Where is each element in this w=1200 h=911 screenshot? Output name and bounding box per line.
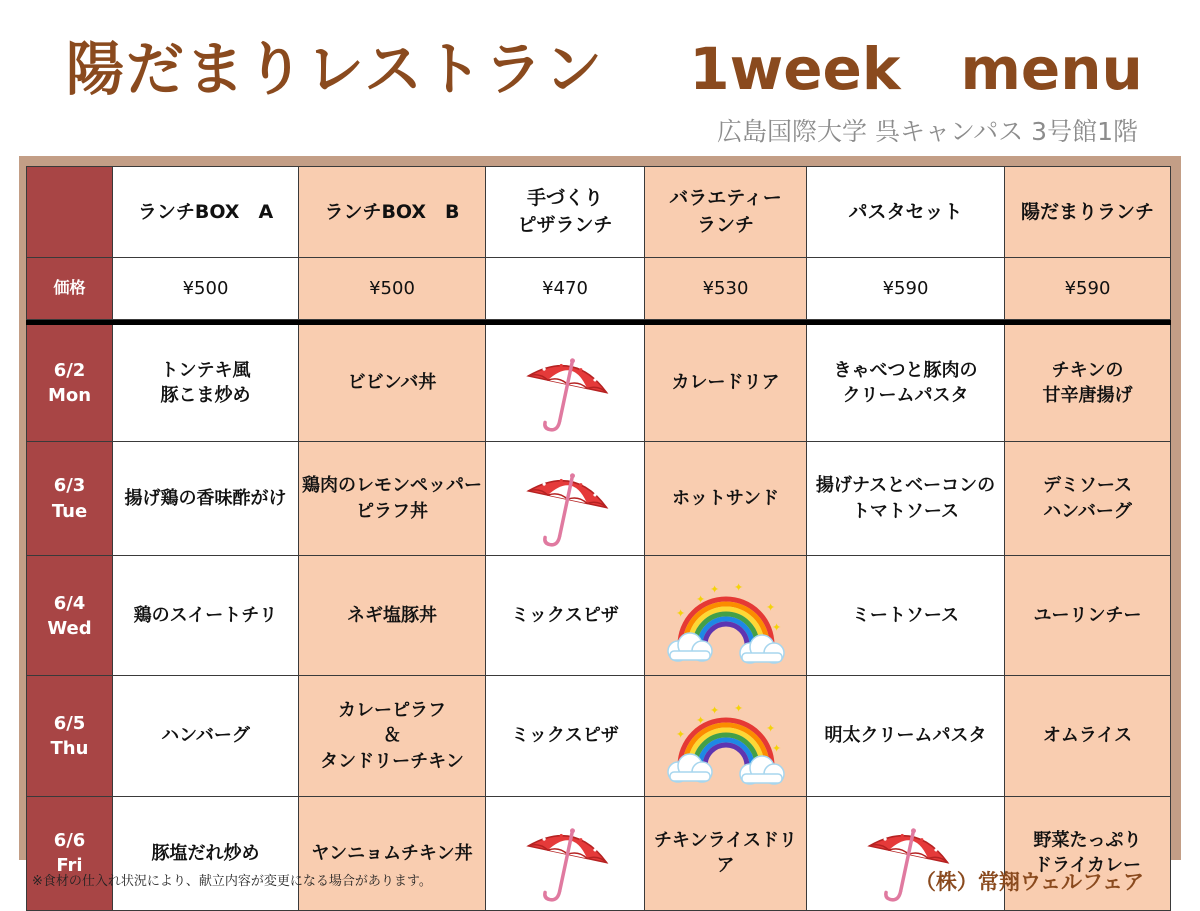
- menu-cell: [486, 442, 645, 556]
- price-cell: ¥500: [113, 258, 299, 320]
- title-restaurant-name: 陽だまりレストラン: [66, 35, 605, 103]
- menu-cell: [1005, 676, 1171, 796]
- menu-cell: [299, 442, 486, 556]
- svg-text:✦: ✦: [765, 721, 775, 735]
- menu-cell: [299, 556, 486, 676]
- menu-cell: [807, 442, 1005, 556]
- menu-item-text: 鶏肉のレモンペッパー ピラフ丼: [302, 475, 482, 522]
- price-cell: ¥470: [486, 258, 645, 320]
- day-row: [27, 442, 1171, 556]
- day-date: 6/3: [53, 475, 86, 497]
- weekly-menu-table: [26, 166, 1171, 911]
- menu-item-text: きゃべつと豚肉の クリームパスタ: [833, 359, 978, 406]
- day-date: 6/4: [53, 592, 86, 614]
- menu-cell: [299, 796, 486, 910]
- menu-item-text: 揚げナスとベーコンの トマトソース: [815, 475, 996, 522]
- svg-text:✦: ✦: [771, 741, 781, 755]
- menu-cell: [113, 325, 299, 442]
- footer-note: ※食材の仕入れ状況により、献立内容が変更になる場合があります。: [32, 874, 432, 889]
- svg-text:✦: ✦: [765, 601, 775, 615]
- day-label: [27, 325, 113, 442]
- menu-cell: [645, 556, 807, 676]
- menu-item-text: ミックスピザ: [511, 605, 619, 627]
- menu-item-text: 野菜たっぷり ドライカレー: [1033, 829, 1142, 877]
- menu-item-text: 豚塩だれ炒め: [151, 842, 260, 864]
- day-weekday: Wed: [47, 617, 92, 639]
- svg-text:✦: ✦: [771, 621, 781, 635]
- menu-cell: [113, 442, 299, 556]
- menu-item-text: ネギ塩豚丼: [347, 605, 437, 627]
- umbrella-icon: [517, 354, 613, 438]
- day-label: [27, 556, 113, 676]
- svg-text:✦: ✦: [695, 713, 705, 727]
- menu-item-text: ビビンバ丼: [347, 372, 437, 394]
- menu-cell: [299, 325, 486, 442]
- day-date: 6/5: [53, 712, 86, 734]
- menu-cell: [486, 556, 645, 676]
- price-cell: ¥500: [299, 258, 486, 320]
- location-subtitle: 広島国際大学 呉キャンパス 3号館1階: [717, 117, 1138, 146]
- day-date: 6/6: [53, 829, 86, 851]
- page-title: [66, 22, 1143, 106]
- menu-cell: [1005, 325, 1171, 442]
- day-weekday: Thu: [50, 737, 89, 759]
- menu-cell: [807, 556, 1005, 676]
- svg-text:✦: ✦: [709, 583, 719, 597]
- column-header: パスタセット: [807, 167, 1005, 258]
- menu-cell: [113, 676, 299, 796]
- menu-cell: [1005, 442, 1171, 556]
- menu-item-text: トンテキ風 豚こま炒め: [160, 359, 251, 406]
- column-header: バラエティー ランチ: [645, 167, 807, 258]
- menu-item-text: チキンライスドリア: [653, 829, 798, 877]
- price-cell: ¥530: [645, 258, 807, 320]
- menu-item-text: 揚げ鶏の香味酢がけ: [124, 488, 287, 509]
- column-header: 手づくり ピザランチ: [486, 167, 645, 258]
- svg-text:✦: ✦: [695, 593, 705, 607]
- price-row: [27, 258, 1171, 320]
- menu-item-text: ヤンニョムチキン丼: [311, 842, 473, 864]
- menu-cell: [645, 442, 807, 556]
- title-week: 1week: [689, 35, 901, 103]
- menu-cell: [645, 796, 807, 910]
- menu-cell: [299, 676, 486, 796]
- title-menu: menu: [960, 35, 1143, 103]
- rainbow-icon: [666, 704, 786, 794]
- menu-item-text: 明太クリームパスタ: [824, 725, 987, 747]
- header-row: [27, 167, 1171, 258]
- day-weekday: Fri: [56, 855, 83, 877]
- day-row: [27, 676, 1171, 796]
- menu-item-text: ハンバーグ: [161, 725, 250, 747]
- rainbow-icon: [666, 583, 786, 673]
- price-cell: ¥590: [1005, 258, 1171, 320]
- column-header: 陽だまりランチ: [1005, 167, 1171, 258]
- menu-item-text: ミックスピザ: [511, 725, 619, 747]
- menu-item-text: カレーピラフ ＆ タンドリーチキン: [320, 700, 464, 772]
- price-cell: ¥590: [807, 258, 1005, 320]
- menu-item-text: カレードリア: [671, 372, 780, 394]
- price-label: 価格: [27, 258, 113, 320]
- company-name: （株）常翔ウェルフェア: [914, 870, 1144, 894]
- menu-item-text: 鶏のスイートチリ: [133, 605, 278, 627]
- menu-item-text: チキンの 甘辛唐揚げ: [1042, 359, 1133, 406]
- menu-cell: [113, 796, 299, 910]
- menu-cell: [486, 676, 645, 796]
- menu-cell: [645, 676, 807, 796]
- menu-cell: [1005, 556, 1171, 676]
- column-header: ランチBOX A: [113, 167, 299, 258]
- menu-item-text: ホットサンド: [671, 488, 780, 509]
- menu-cell: [113, 556, 299, 676]
- day-weekday: Mon: [47, 385, 92, 406]
- day-row: [27, 556, 1171, 676]
- menu-item-text: ユーリンチー: [1033, 605, 1142, 627]
- menu-item-text: オムライス: [1042, 725, 1133, 747]
- menu-cell: [645, 325, 807, 442]
- menu-cell: [807, 325, 1005, 442]
- svg-text:✦: ✦: [733, 583, 743, 595]
- header-corner: [27, 167, 113, 258]
- menu-item-text: デミソース ハンバーグ: [1042, 475, 1133, 522]
- day-row: [27, 325, 1171, 442]
- svg-text:✦: ✦: [675, 727, 685, 741]
- column-header: ランチBOX B: [299, 167, 486, 258]
- menu-item-text: ミートソース: [851, 605, 960, 627]
- menu-cell: [486, 796, 645, 910]
- day-label: [27, 676, 113, 796]
- day-date: 6/2: [53, 359, 86, 381]
- svg-text:✦: ✦: [675, 607, 685, 621]
- umbrella-icon: [517, 824, 613, 908]
- day-label: [27, 442, 113, 556]
- svg-text:✦: ✦: [733, 703, 743, 715]
- menu-cell: [486, 325, 645, 442]
- day-weekday: Tue: [51, 500, 88, 522]
- umbrella-icon: [517, 469, 613, 553]
- svg-text:✦: ✦: [709, 703, 719, 717]
- day-label: [27, 796, 113, 910]
- menu-cell: [807, 676, 1005, 796]
